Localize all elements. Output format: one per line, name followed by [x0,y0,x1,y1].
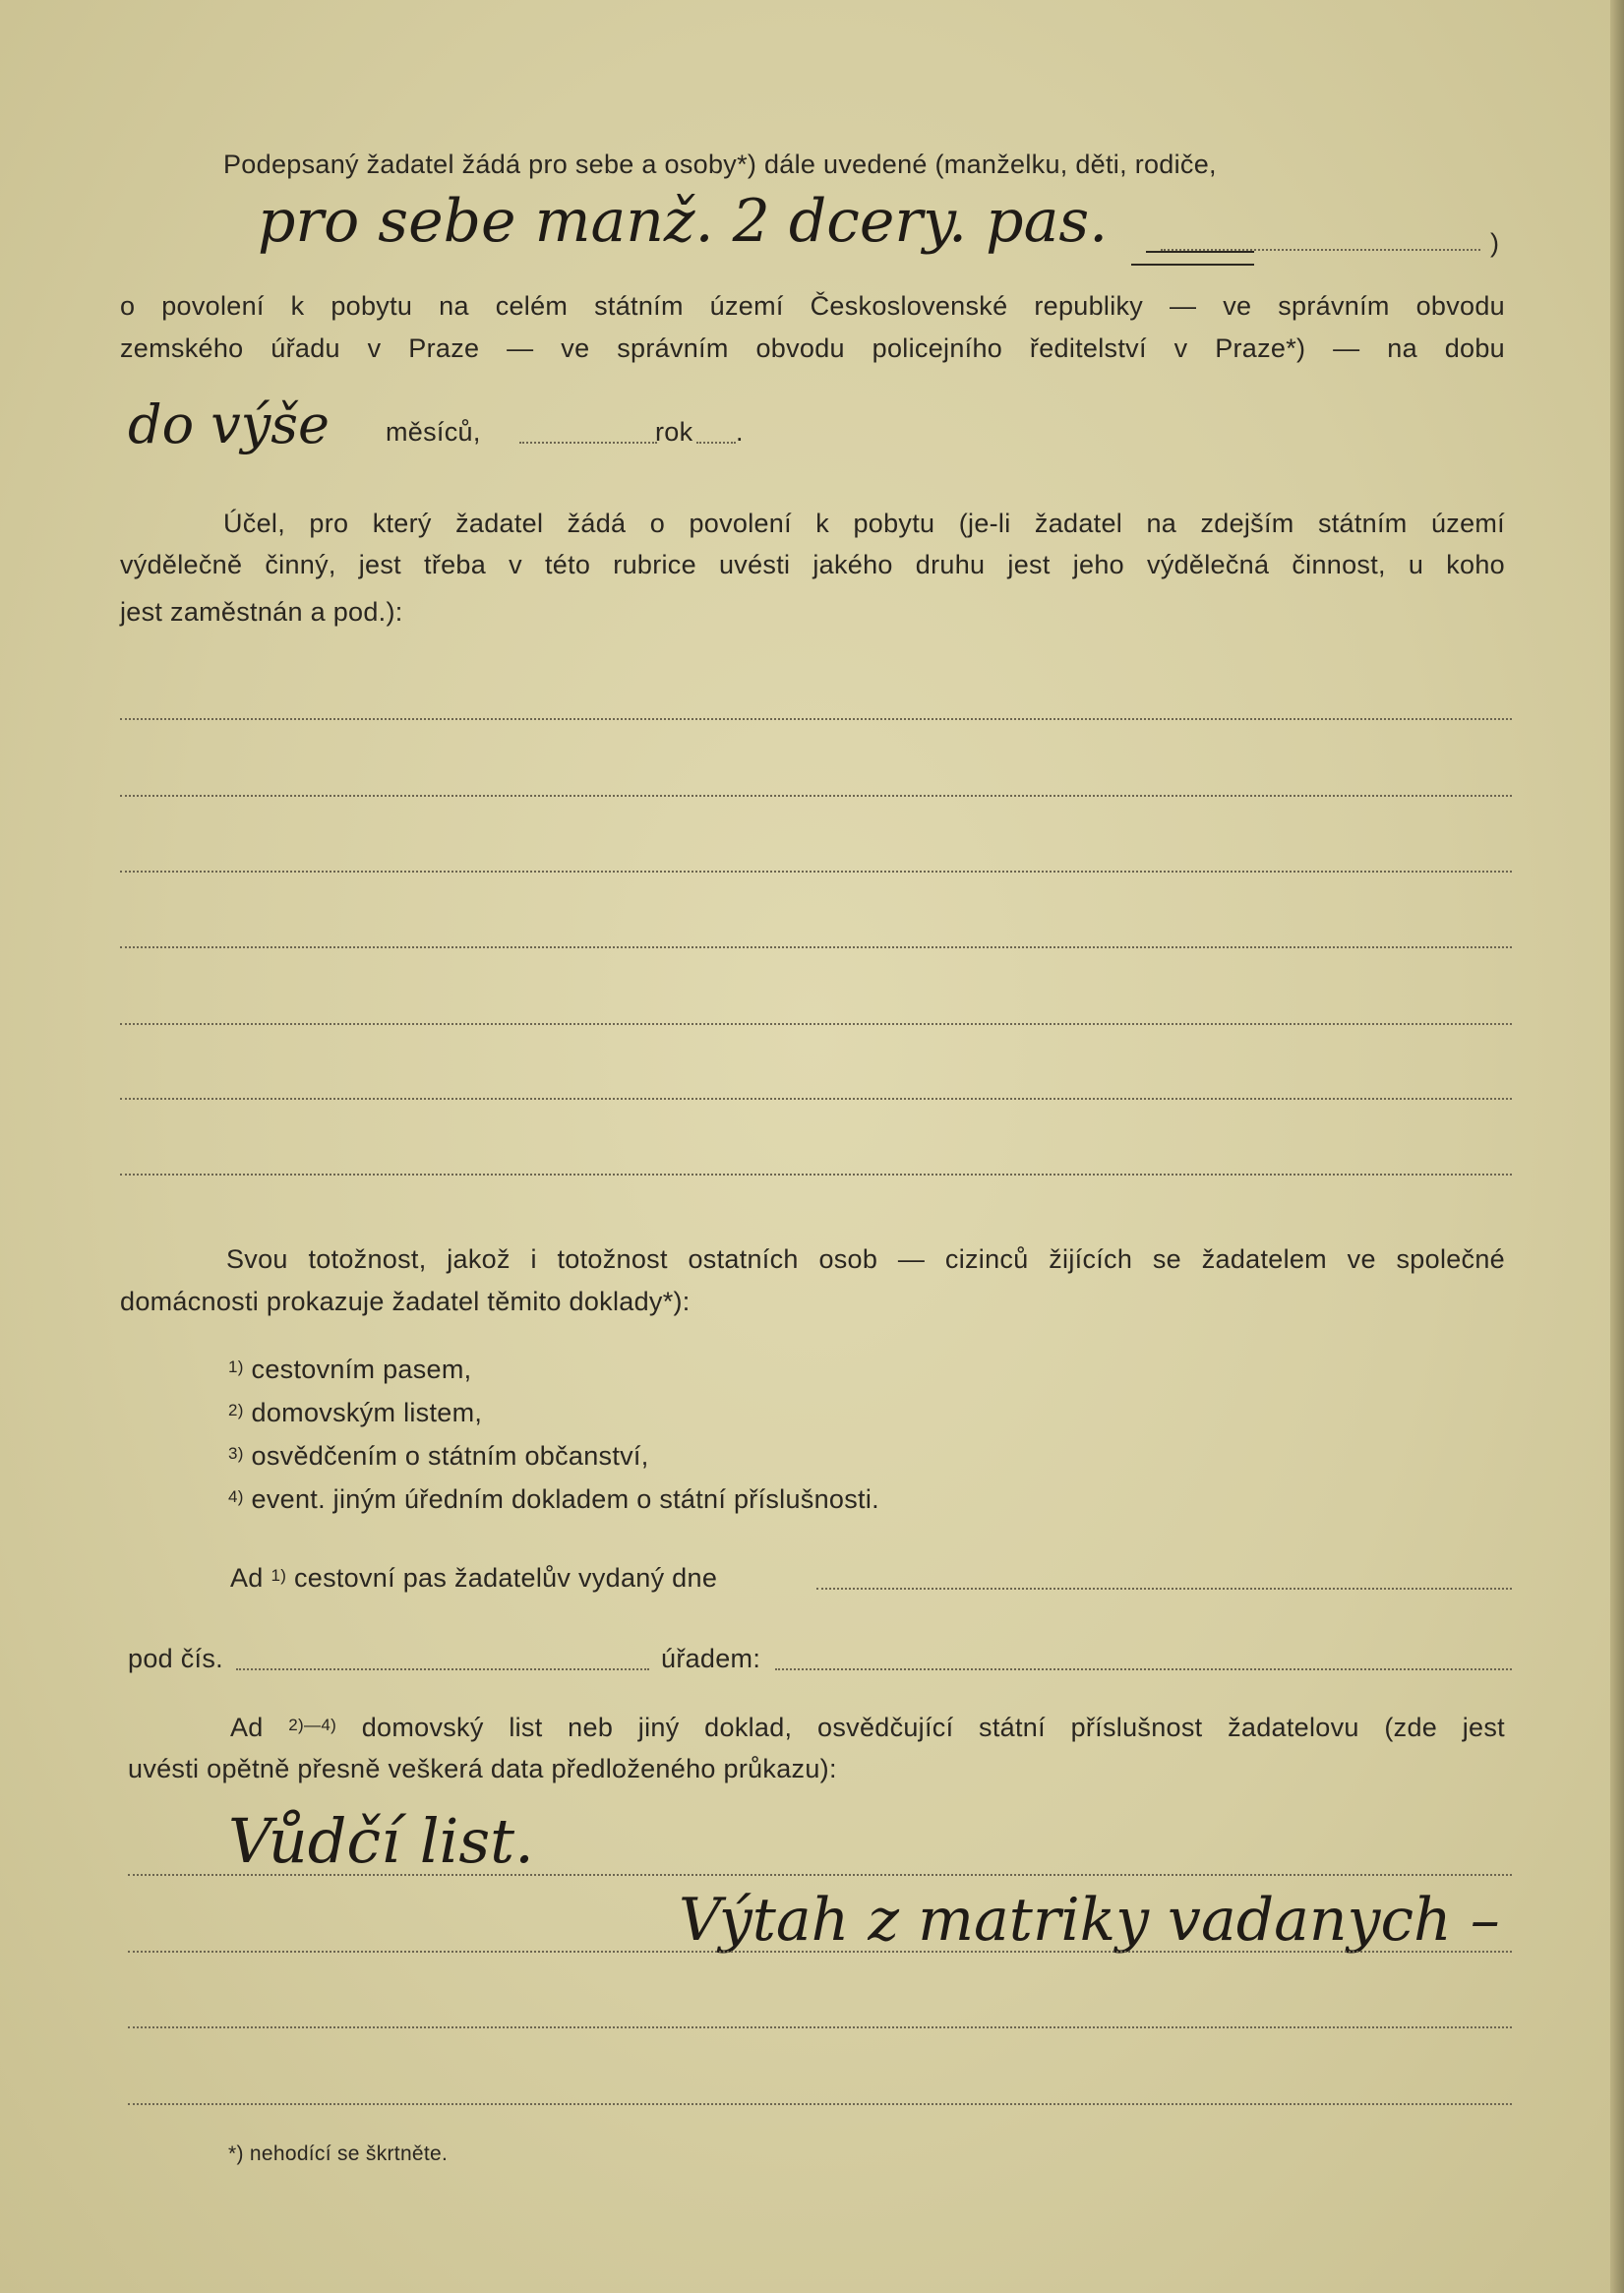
passport-ad: Ad [230,1563,264,1593]
domicile-text: domovský list neb jiný doklad, osvědčující státní příslušnost žadatelovu (zde jest [361,1713,1505,1742]
handwritten-document-2: Výtah z matriky vadanych – [679,1886,1500,1955]
passport-ad-number: 1) [271,1566,287,1585]
number-dotted-line [236,1668,649,1670]
domicile-line-2: uvésti opětně přesně veškerá data předloženého průkazu): [128,1754,837,1783]
document-text: domovským listem, [251,1398,483,1427]
intro-text: Podepsaný žadatel žádá pro sebe a osoby*) dále uvedené (manželku, děti, rodiče, [223,150,1217,179]
document-number: 3) [228,1444,244,1463]
document-item-4 [228,1481,879,1517]
document-item-1 [228,1352,471,1387]
purpose-blank-line [120,795,1512,797]
domicile-ad: Ad [230,1713,264,1742]
year-label: rok [655,417,693,447]
number-label: pod čís. [128,1644,223,1673]
document-text: cestovním pasem, [251,1355,472,1384]
handwritten-persons: pro sebe manž. 2 dcery. pas. [258,187,1109,256]
permit-line-1: o povolení k pobytu na celém státním území Československé republiky — ve správním obvodu [120,291,1505,321]
permit-line-2: zemského úřadu v Praze — ve správním obvodu policejního ředitelství v Praze*) — na dobu [120,333,1505,363]
handwritten-underline [1131,264,1254,266]
domicile-ad-numbers: 2)—4) [288,1716,337,1734]
passport-date-dotted-line [816,1588,1512,1590]
handwritten-underline [1146,251,1254,253]
purpose-blank-line [120,718,1512,720]
passport-line [230,1560,717,1596]
office-dotted-line [775,1668,1512,1670]
document-item-2 [228,1395,482,1430]
purpose-line-1: Účel, pro který žadatel žádá o povolení k pobytu (je-li žadatel na zdejším státním území [223,509,1505,538]
year-dotted-line [519,442,657,444]
office-label: úřadem: [661,1644,761,1673]
domicile-blank-line [128,2026,1512,2028]
identity-line-2: domácnosti prokazuje žadatel těmito doklady*): [120,1287,691,1316]
paper-edge [1610,0,1624,2293]
document-number: 2) [228,1401,244,1419]
purpose-blank-line [120,946,1512,948]
footnote [228,2137,448,2172]
document-text: event. jiným úředním dokladem o státní příslušnosti. [251,1484,879,1514]
year-period: . [736,417,744,447]
purpose-blank-line [120,1174,1512,1176]
footnote-text: nehodící se škrtněte. [249,2142,449,2165]
purpose-line-2: výdělečně činný, jest třeba v této rubrice uvésti jakého druhu jest jeho výdělečná činnost, u koho [120,550,1505,579]
domicile-blank-line [128,2103,1512,2105]
purpose-blank-line [120,1023,1512,1025]
persons-close-paren: ) [1490,228,1500,258]
persons-dotted-line [1161,249,1480,251]
handwritten-duration: do výše [128,393,330,455]
purpose-blank-line [120,871,1512,873]
footnote-mark: *) [228,2142,244,2165]
document-number: 4) [228,1487,244,1506]
domicile-line-1 [230,1710,1505,1745]
domicile-blank-line [128,1874,1512,1876]
passport-text: cestovní pas žadatelův vydaný dne [293,1563,718,1593]
identity-line-1: Svou totožnost, jakož i totožnost ostatních osob — cizinců žijících se žadatelem ve společné [226,1244,1505,1274]
handwritten-document-1: Vůdčí list. [228,1805,534,1877]
year-value-dotted-line [696,442,736,444]
purpose-blank-line [120,1098,1512,1100]
purpose-line-3: jest zaměstnán a pod.): [120,597,403,627]
document-item-3 [228,1438,649,1474]
document-number: 1) [228,1358,244,1376]
months-label: měsíců, [386,417,481,447]
document-text: osvědčením o státním občanství, [251,1441,649,1471]
domicile-blank-line [128,1951,1512,1953]
